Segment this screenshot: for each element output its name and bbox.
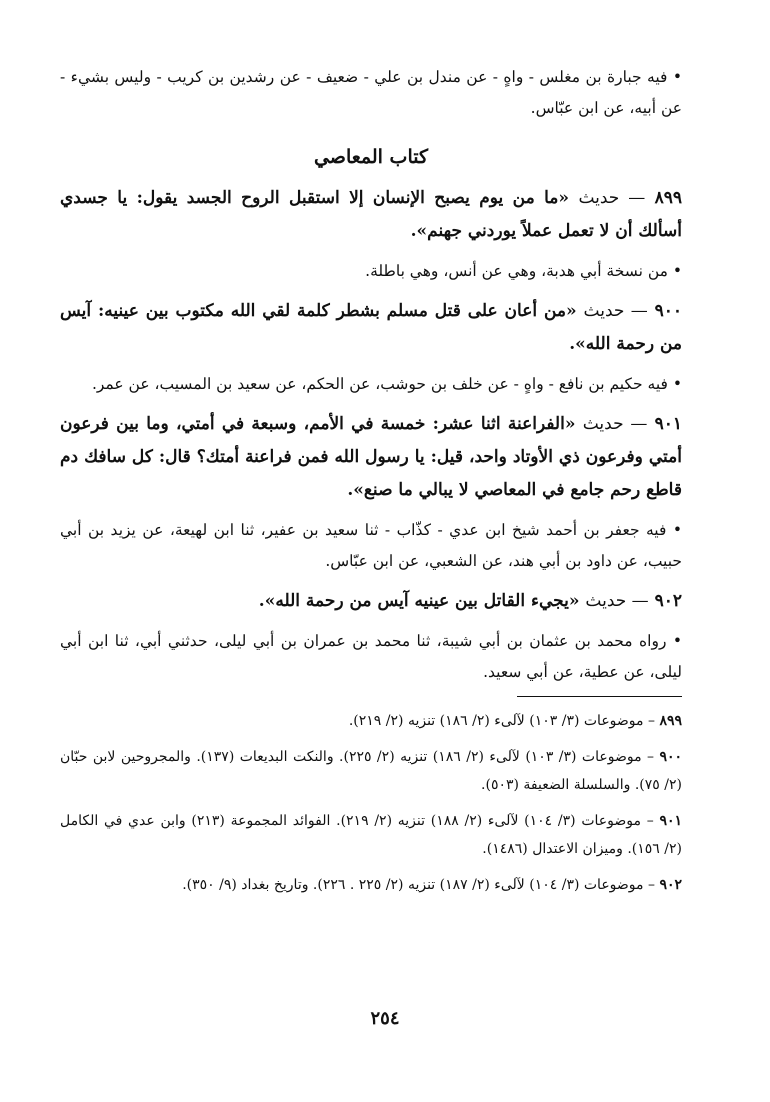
hadith-label: — حديث: [582, 414, 648, 434]
hadith-entry: [60, 182, 682, 248]
footnote-number: ٩٠٠: [659, 749, 683, 765]
hadith-label: — حديث: [585, 591, 649, 611]
footnote-number: ٩٠١: [659, 813, 683, 829]
narrator-note: • فيه جبارة بن مغلس - واهٍ - عن مندل بن علي - ضعيف - عن رشدين بن كريب - وليس بشيء - عن أبيه، عن ابن عبّاس.: [60, 68, 682, 117]
narrator-note: • من نسخة أبي هدبة، وهي عن أنس، وهي باطلة.: [365, 262, 682, 280]
hadith-label: — حديث: [583, 301, 648, 321]
footnote-text: – موضوعات (٣/ ١٠٣) لآلىء (٢/ ١٨٦) تنزيه (٢/ ٢١٩).: [348, 713, 655, 729]
hadith-number: ٩٠٢: [654, 591, 682, 611]
hadith-number: ٩٠١: [654, 414, 683, 434]
hadith-entry: [60, 295, 682, 361]
hadith-entry: [60, 585, 682, 618]
footnote-text: – موضوعات (٣/ ١٠٣) لآلىء (٢/ ١٨٦) تنزيه (٢/ ٢٢٥). والنكت البديعات (١٣٧). والمجروحين لابن حبّان (٢/ ٧٥). والسلسلة الضعيفة (٥٠٣).: [60, 749, 682, 793]
footnote: [60, 807, 682, 863]
footnote-text: – موضوعات (٣/ ١٠٤) لآلىء (٢/ ١٨٨) تنزيه (٢/ ٢١٩). الفوائد المجموعة (٢١٣) وابن عدي في الكامل (٢/ ١٥٦). وميزان الاعتدال (١٤٨٦).: [60, 813, 682, 857]
narrator-note: • فيه حكيم بن نافع - واهٍ - عن خلف بن حوشب، عن الحكم، عن سعيد بن المسيب، عن عمر.: [91, 375, 682, 393]
hadith-text: «الفراعنة اثنا عشر: خمسة في الأمم، وسبعة في أمتي، وما بين فرعون أمتي وفرعون ذي الأوتاد واحد، قيل: يا رسول الله فمن فراعنة أمتك؟ قال: كل سافك دم قاطع رحم جامع في المعاصي لا يبالي ما صنع».: [60, 414, 682, 500]
hadith-number: ٩٠٠: [654, 301, 683, 321]
hadith-entry: [60, 408, 682, 507]
hadith-text: «من أعان على قتل مسلم بشطر كلمة لقي الله مكتوب بين عينيه: آيس من رحمة الله».: [60, 301, 682, 354]
footnote-text: – موضوعات (٣/ ١٠٤) لآلىء (٢/ ١٨٧) تنزيه (٢/ ٢٢٥ . ٢٢٦). وتاريخ بغداد (٩/ ٣٥٠).: [182, 877, 655, 893]
footnote-number: ٨٩٩: [659, 713, 682, 729]
hadith-text: «ما من يوم يصبح الإنسان إلا استقبل الروح الجسد يقول: يا جسدي أسألك أن لا تعمل عملاً يوردني جهنم».: [60, 188, 682, 241]
footnote: [60, 707, 682, 735]
hadith-number: ٨٩٩: [654, 188, 683, 208]
footnote: [60, 743, 682, 799]
chapter-title: كتاب المعاصي: [313, 146, 429, 168]
page-number: ٢٥٤: [370, 1008, 400, 1029]
footnote-divider: [517, 696, 682, 697]
hadith-label: — حديث: [578, 188, 646, 208]
narrator-note: • فيه جعفر بن أحمد شيخ ابن عدي - كذّاب - ثنا سعيد بن عفير، ثنا ابن لهيعة، عن يزيد بن أبي حبيب، عن داود بن أبي هند، عن الشعبي، عن ابن عبّاس.: [60, 521, 682, 570]
narrator-note: • رواه محمد بن عثمان بن أبي شيبة، ثنا محمد بن عمران بن أبي ليلى، حدثني أبي، ثنا ابن أبي ليلى، عن عطية، عن أبي سعيد.: [60, 632, 682, 681]
footnote: [60, 871, 682, 899]
hadith-text: «يجيء القاتل بين عينيه آيس من رحمة الله».: [258, 591, 580, 611]
footnote-number: ٩٠٢: [659, 877, 682, 893]
